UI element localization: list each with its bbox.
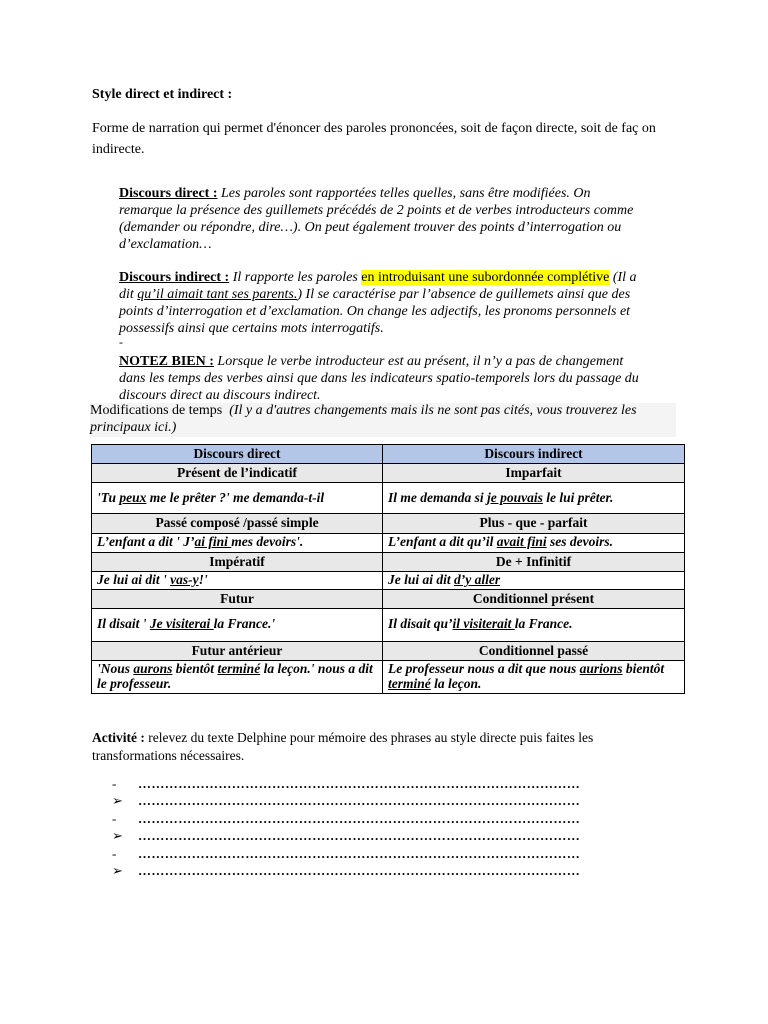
underlined-verb: ai fini [194, 534, 232, 550]
answer-line [112, 863, 580, 881]
discours-direct-text: Les paroles sont rapportées telles quelles, sans être modifiées. On remarque la présence des guillemets précédés de 2 points et de verbes introducteurs comme (demander ou répondre, dire…). On peut également trouver des points d’interrogation ou d’exclamation… [119, 186, 634, 253]
tense-row [92, 641, 685, 660]
page-title: Style direct et indirect : [92, 87, 233, 102]
tense-direct-cell: Passé composé /passé simple [92, 514, 383, 533]
discours-indirect-section [119, 269, 644, 337]
discours-direct-label: Discours direct : [119, 186, 218, 201]
intro-paragraph: Forme de narration qui permet d'énoncer des paroles prononcées, soit de façon directe, soit de faç on indirecte. [92, 121, 656, 157]
example-text: le lui prêter. [542, 489, 614, 505]
example-direct-cell [92, 533, 383, 552]
tense-direct-cell: Présent de l’indicatif [92, 464, 383, 483]
example-text: ses devoirs. [546, 534, 614, 550]
notez-bien-section [119, 353, 644, 404]
arrow-bullet-icon: ➢ [112, 863, 123, 879]
underlined-verb: aurions [579, 661, 623, 677]
answer-line [112, 810, 580, 828]
discours-direct-section [119, 185, 644, 253]
underlined-verb: je pouvais [487, 489, 543, 505]
example-text: bientôt [622, 661, 665, 677]
activity-instructions [92, 729, 652, 764]
dash-bullet: - [112, 775, 117, 791]
underlined-verb: aurons [133, 661, 173, 677]
dash-bullet: - [112, 845, 117, 861]
discours-indirect-text-2: (Il a dit [119, 270, 637, 303]
example-indirect-cell [383, 533, 685, 552]
example-text: Il me demanda si [388, 489, 488, 505]
header-discours-indirect: Discours indirect [383, 445, 685, 464]
tense-direct-cell: Futur [92, 589, 383, 608]
tense-direct-cell: Futur antérieur [92, 641, 383, 660]
example-indirect-cell [383, 571, 685, 589]
example-text: L’enfant a dit ' J’ [97, 534, 195, 550]
tense-row [92, 589, 685, 608]
modifications-note: (Il y a d'autres changements mais ils ne sont pas cités, vous trouverez les principaux ici.) [90, 403, 637, 435]
discours-indirect-label: Discours indirect : [119, 270, 230, 285]
example-direct-cell [92, 608, 383, 641]
tense-indirect-cell: Conditionnel passé [383, 641, 685, 660]
example-indirect-cell [383, 660, 685, 693]
dotted-answer-line: ……………………………………………………………………………………… [138, 863, 581, 879]
example-text: mes devoirs'. [231, 534, 304, 550]
example-direct-cell [92, 483, 383, 514]
example-indirect-cell [383, 483, 685, 514]
answer-line [112, 775, 580, 793]
tense-indirect-cell: Conditionnel présent [383, 589, 685, 608]
answer-line [112, 828, 580, 846]
example-text: Il disait ' [97, 616, 150, 632]
highlighted-text: en introduisant une subordonnée complétive [361, 270, 610, 285]
answer-line [112, 793, 580, 811]
example-text: la France. [514, 616, 573, 632]
table-header-row [92, 445, 685, 464]
dotted-answer-line: ……………………………………………………………………………………… [138, 775, 581, 791]
example-text: Je lui ai dit [388, 571, 455, 587]
example-text: Le professeur nous a dit que nous [388, 661, 580, 677]
example-text: bientôt [172, 661, 218, 677]
tense-indirect-cell: Plus - que - parfait [383, 514, 685, 533]
example-text: la France.' [213, 616, 276, 632]
example-direct-cell [92, 660, 383, 693]
header-discours-direct: Discours direct [92, 445, 383, 464]
underlined-verb: peux [119, 489, 147, 505]
underlined-verb: d’y aller [454, 571, 501, 587]
underlined-verb: terminé [217, 661, 261, 677]
tense-row [92, 552, 685, 571]
notez-bien-label: NOTEZ BIEN : [119, 354, 214, 369]
discours-indirect-text-1: Il rapporte les paroles [229, 270, 362, 285]
tense-indirect-cell: De + Infinitif [383, 552, 685, 571]
dotted-answer-line: ……………………………………………………………………………………… [138, 845, 581, 861]
dash-mark: - [119, 335, 123, 349]
tense-direct-cell: Impératif [92, 552, 383, 571]
example-row [92, 608, 685, 641]
arrow-bullet-icon: ➢ [112, 828, 123, 844]
example-row [92, 533, 685, 552]
example-text: la leçon. [430, 675, 482, 691]
tense-table [91, 444, 685, 694]
discours-indirect-text-3: ) Il se caractérise par l’absence de guillemets ainsi que des points d’interrogation et d’exclamation. On change les adjectifs, les pronoms personnels et possessifs ainsi que certains mots interrogatifs. [119, 287, 631, 337]
example-text: 'Nous [97, 661, 134, 677]
example-row [92, 571, 685, 589]
notez-bien-text: Lorsque le verbe introducteur est au présent, il n’y a pas de changement dans les temps des verbes ainsi que dans les indicateurs spatio-temporels lors du passage du discours direct au discours indirect. [119, 354, 639, 404]
tense-indirect-cell: Imparfait [383, 464, 685, 483]
example-text: me le prêter ?' me demanda-t-il [146, 489, 325, 505]
example-direct-cell [92, 571, 383, 589]
example-text: Il disait qu’ [388, 616, 453, 632]
example-indirect-cell [383, 608, 685, 641]
underlined-verb: il visiterait [452, 616, 515, 632]
dash-bullet: - [112, 810, 117, 826]
example-text: 'Tu [97, 489, 120, 505]
answer-line [112, 845, 580, 863]
underlined-verb: Je visiterai [149, 616, 214, 632]
dotted-answer-line: ……………………………………………………………………………………… [138, 828, 581, 844]
modifications-heading [90, 403, 676, 437]
tense-row [92, 464, 685, 483]
activity-text: relevez du texte Delphine pour mémoire des phrases au style directe puis faites les transformations nécessaires. [92, 730, 594, 763]
dotted-answer-line: ……………………………………………………………………………………… [138, 793, 581, 809]
example-text: !' [198, 571, 208, 587]
modifications-label: Modifications de temps [90, 403, 223, 418]
underlined-verb: terminé [388, 675, 431, 691]
arrow-bullet-icon: ➢ [112, 793, 123, 809]
example-text: Je lui ai dit ' [97, 571, 171, 587]
dotted-answer-line: ……………………………………………………………………………………… [138, 810, 581, 826]
example-row [92, 483, 685, 514]
answer-lines [112, 775, 580, 880]
activity-label: Activité : [92, 730, 145, 745]
example-row [92, 660, 685, 693]
underlined-verb: vas-y [170, 571, 199, 587]
tense-row [92, 514, 685, 533]
example-text: la leçon.' nous a dit le professeur. [97, 661, 373, 691]
underlined-example: qu’il aimait tant ses parents. [137, 287, 298, 303]
example-text: L’enfant a dit qu’il [388, 534, 497, 550]
underlined-verb: avait fini [496, 534, 547, 550]
